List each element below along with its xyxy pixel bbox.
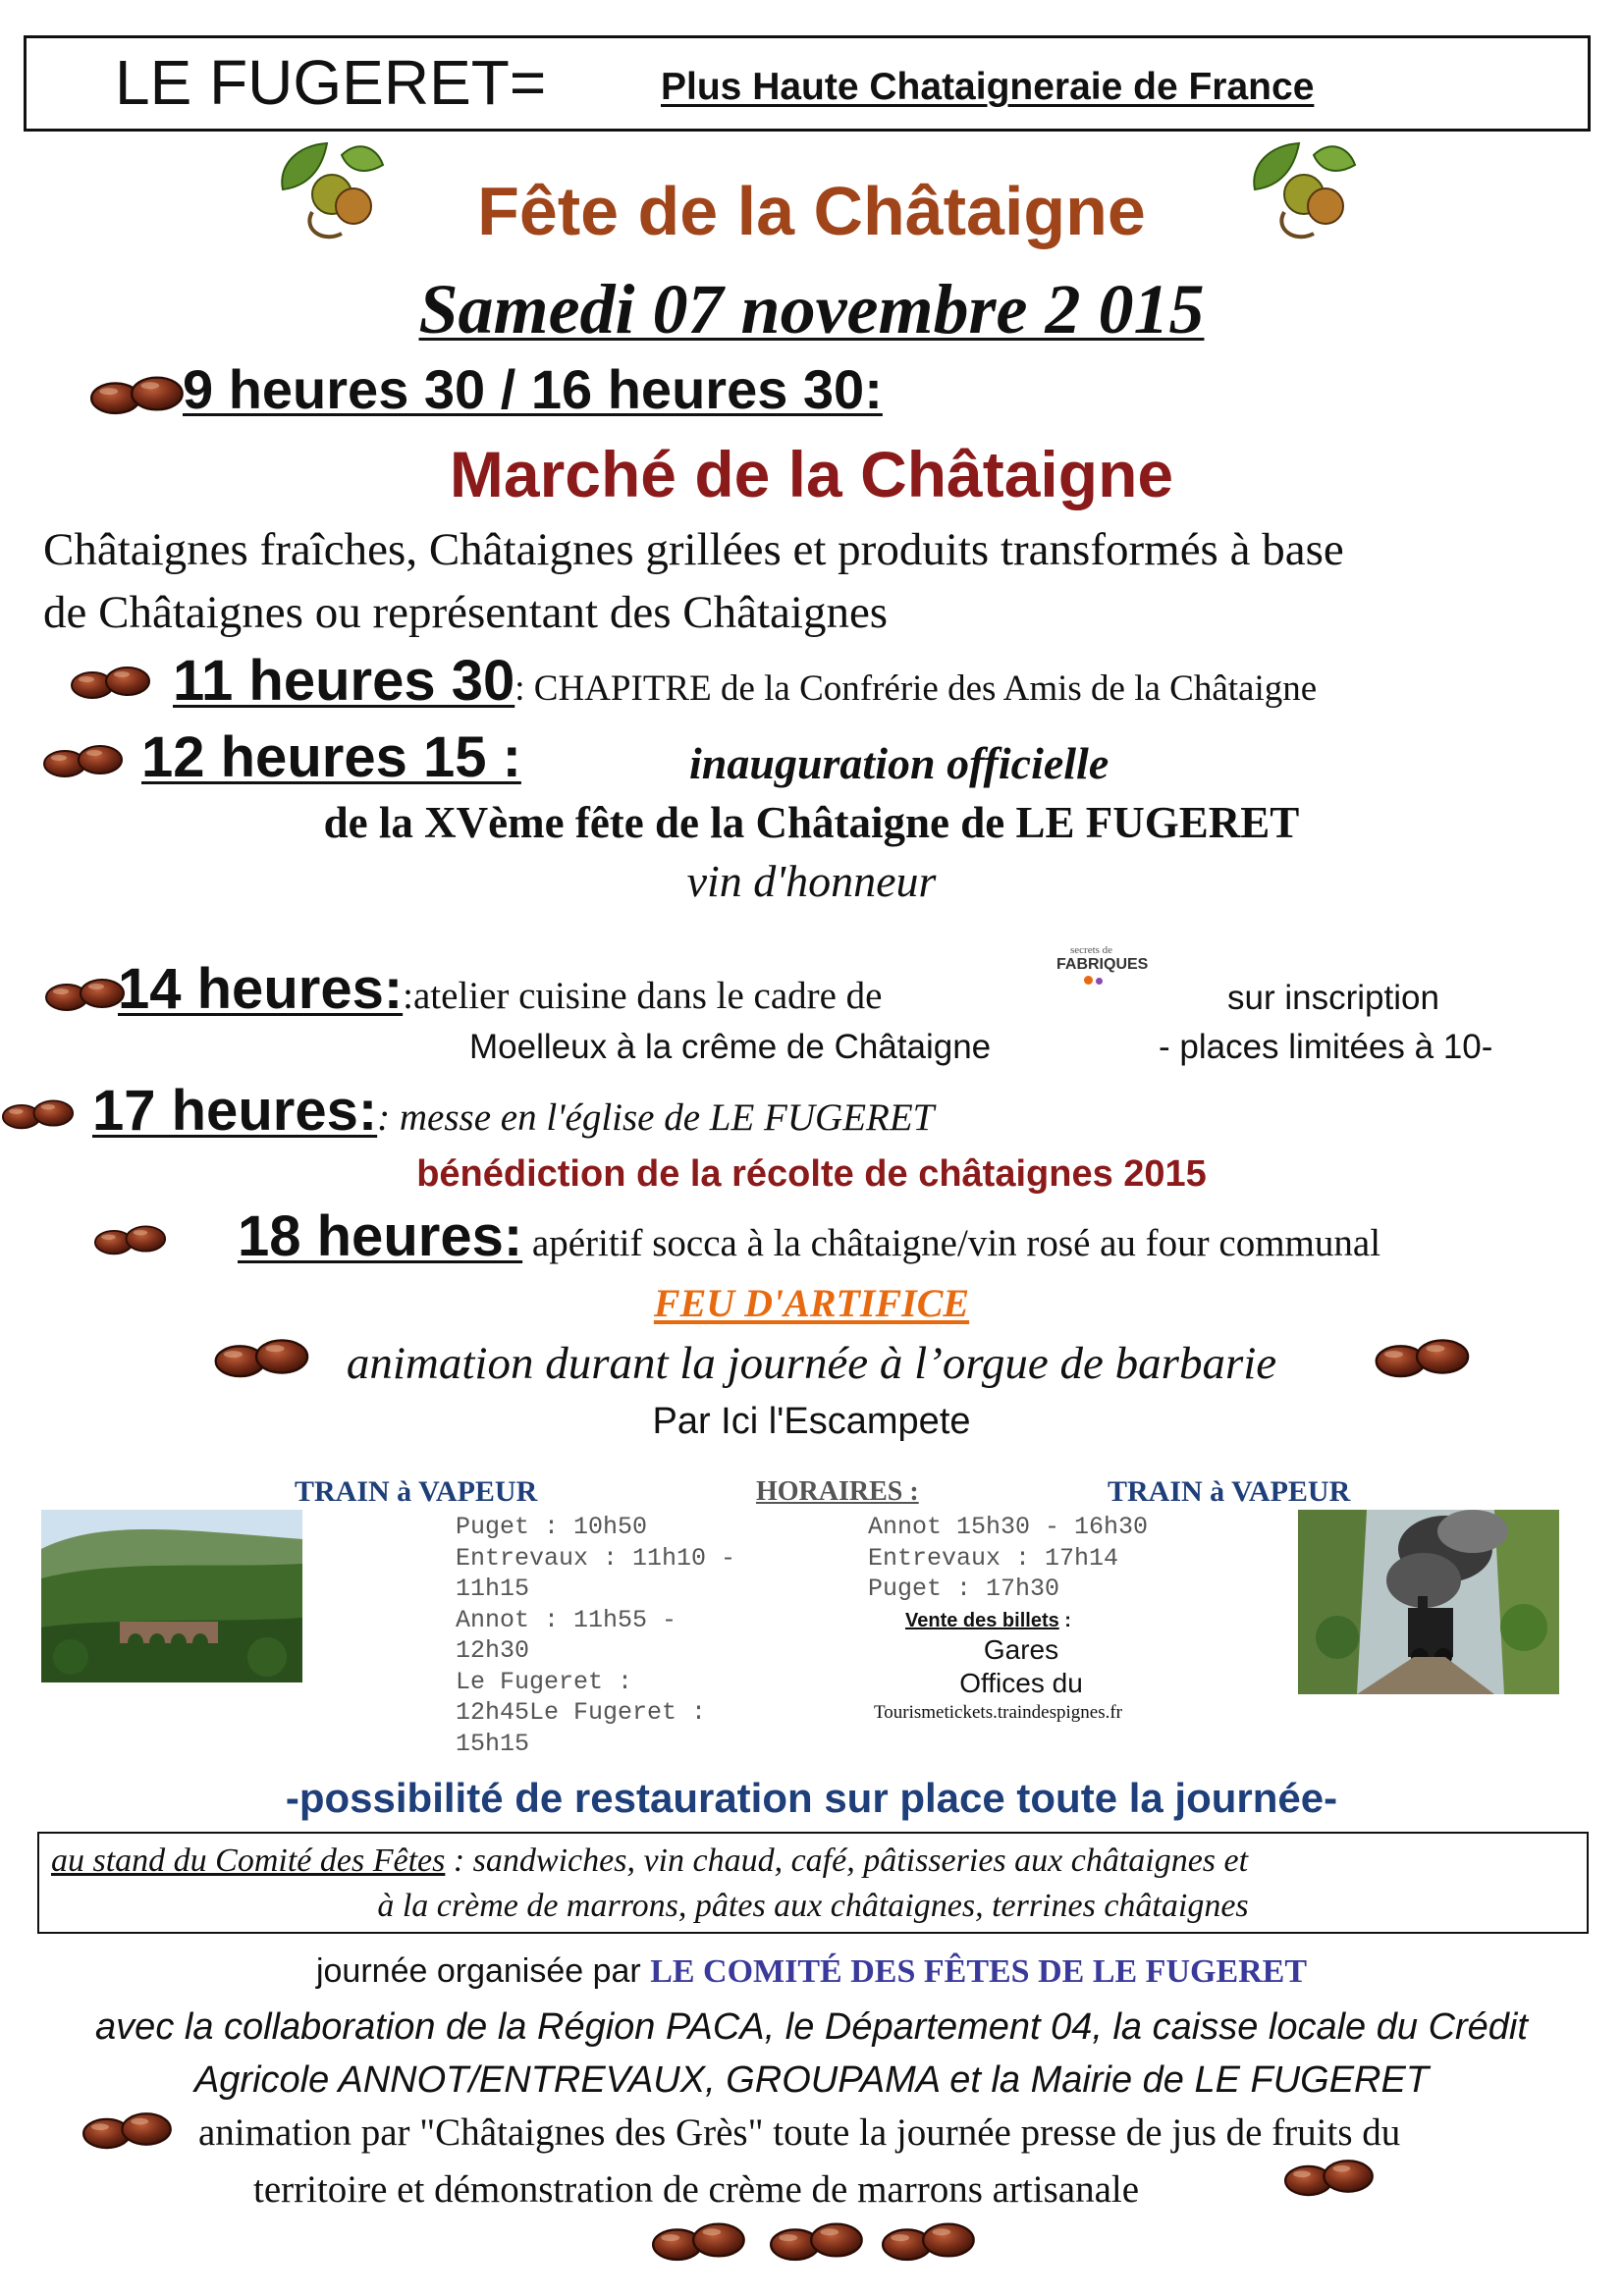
vente-label: Vente des billets xyxy=(905,1610,1059,1631)
aller-line: Entrevaux : 11h10 - xyxy=(456,1543,736,1573)
aller-line: 15h15 xyxy=(456,1729,530,1758)
chestnut-icon xyxy=(882,2215,976,2266)
messe-text: : messe en l'église de LE FUGERET xyxy=(377,1096,935,1139)
aperitif-time: 18 heures: xyxy=(238,1204,523,1268)
inauguration-title: inauguration officielle xyxy=(689,738,1109,788)
chestnut-icon xyxy=(43,738,124,781)
logo-dot-icon xyxy=(1096,978,1103,985)
inauguration-line2: de la XVème fête de la Châtaigne de LE FUGERET xyxy=(323,798,1300,847)
fete-title: Fête de la Châtaigne xyxy=(477,173,1146,249)
chapitre-time: 11 heures 30 xyxy=(173,649,515,713)
title-box xyxy=(24,35,1591,132)
recipe-text: Moelleux à la crême de Châtaigne xyxy=(469,1028,992,1066)
atelier-text: :atelier cuisine dans le cadre de xyxy=(403,975,883,1017)
stand-items-line2: à la crème de marrons, pâtes aux châtaignes, terrines châtaignes xyxy=(377,1888,1249,1924)
tagline: Plus Haute Chataigneraie de France xyxy=(661,66,1315,108)
aller-line: 11h15 xyxy=(456,1575,530,1603)
escampete-text: Par Ici l'Escampete xyxy=(652,1401,971,1442)
atelier-time: 14 heures: xyxy=(118,957,404,1021)
inscription-text: sur inscription xyxy=(1227,979,1439,1017)
aller-line: Le Fugeret : xyxy=(456,1667,633,1696)
retour-line: Puget : 17h30 xyxy=(868,1575,1060,1603)
organise-prefix: journée organisée par xyxy=(315,1952,651,1990)
market-desc-line1: Châtaignes fraîches, Châtaignes grillées et produits transformés à base xyxy=(43,524,1344,575)
village-title: LE FUGERET= xyxy=(115,47,547,118)
logo-dot-icon xyxy=(1084,976,1093,985)
restauration-text: -possibilité de restauration sur place toute la journée- xyxy=(285,1775,1338,1821)
chestnut-icon xyxy=(2,1094,75,1133)
event-date: Samedi 07 novembre 2 015 xyxy=(418,270,1205,348)
aller-line: Annot : 11h55 - xyxy=(456,1605,677,1634)
vente-colon: : xyxy=(1064,1610,1071,1631)
places-text: - places limitées à 10- xyxy=(1159,1028,1493,1066)
stand-colon: : xyxy=(445,1842,465,1879)
chestnut-icon xyxy=(71,660,151,703)
train-label-right: TRAIN à VAPEUR xyxy=(1108,1475,1351,1508)
comite-name: LE COMITÉ DES FÊTES DE LE FUGERET xyxy=(650,1953,1308,1990)
benediction-text: bénédiction de la récolte de châtaignes 2015 xyxy=(416,1153,1207,1195)
market-time: 9 heures 30 / 16 heures 30: xyxy=(183,358,883,420)
gres-line2: territoire et démonstration de crème de marrons artisanale xyxy=(253,2168,1140,2211)
aller-line: Puget : 10h50 xyxy=(456,1513,648,1541)
train-label-left: TRAIN à VAPEUR xyxy=(295,1475,538,1508)
stand-items-line1: sandwiches, vin chaud, café, pâtisseries aux châtaignes et xyxy=(464,1842,1249,1879)
aperitif-text: apéritif socca à la châtaigne/vin rosé au four communal xyxy=(531,1222,1381,1264)
retour-line: Annot 15h30 - 16h30 xyxy=(868,1513,1149,1541)
collab-line2: Agricole ANNOT/ENTREVAUX, GROUPAMA et la Mairie de LE FUGERET xyxy=(193,2059,1430,2101)
tourisme-link[interactable]: Tourismetickets.traindespignes.fr xyxy=(874,1702,1122,1723)
stand-box xyxy=(37,1832,1589,1934)
retour-schedule xyxy=(868,1512,1148,1605)
messe-time: 17 heures: xyxy=(92,1079,378,1143)
gares-text: Gares xyxy=(983,1634,1059,1665)
chestnut-icon xyxy=(90,367,185,420)
chapitre-text: : CHAPITRE de la Confrérie des Amis de la Châtaigne xyxy=(514,668,1318,709)
steam-train-photo xyxy=(1298,1510,1559,1694)
aller-schedule xyxy=(456,1512,735,1759)
chestnut-icon xyxy=(94,1219,167,1258)
aller-line: 12h30 xyxy=(456,1636,530,1665)
animation-orgue: animation durant la journée à l’orgue de barbarie xyxy=(346,1338,1277,1389)
horaires-label: HORAIRES : xyxy=(756,1476,919,1507)
chestnut-icon xyxy=(1375,1331,1471,1382)
secrets-de-fabriques-logo: secrets de FABRIQUES xyxy=(1049,913,1151,993)
retour-line: Entrevaux : 17h14 xyxy=(868,1543,1119,1573)
feu-d-artifice: FEU D'ARTIFICE xyxy=(653,1281,970,1325)
vin-d-honneur: vin d'honneur xyxy=(686,856,937,906)
aller-line: 12h45Le Fugeret : xyxy=(456,1698,707,1727)
offices-text: Offices du xyxy=(959,1668,1083,1698)
stand-label: au stand du Comité des Fêtes xyxy=(51,1842,446,1879)
chestnut-icon xyxy=(1284,2152,1375,2201)
market-title: Marché de la Châtaigne xyxy=(449,438,1174,510)
inauguration-time: 12 heures 15 : xyxy=(141,725,521,789)
viaduct-photo xyxy=(41,1510,302,1682)
chestnut-icon xyxy=(770,2215,864,2266)
chestnut-icon xyxy=(652,2215,746,2266)
market-desc-line2: de Châtaignes ou représentant des Châtaignes xyxy=(43,587,889,638)
collab-line1: avec la collaboration de la Région PACA, le Département 04, la caisse locale du Crédit xyxy=(95,2006,1528,2048)
chestnut-icon xyxy=(45,972,126,1015)
chestnut-icon xyxy=(82,2105,173,2154)
gres-line1: animation par "Châtaignes des Grès" toute la journée presse de jus de fruits du xyxy=(198,2111,1401,2154)
